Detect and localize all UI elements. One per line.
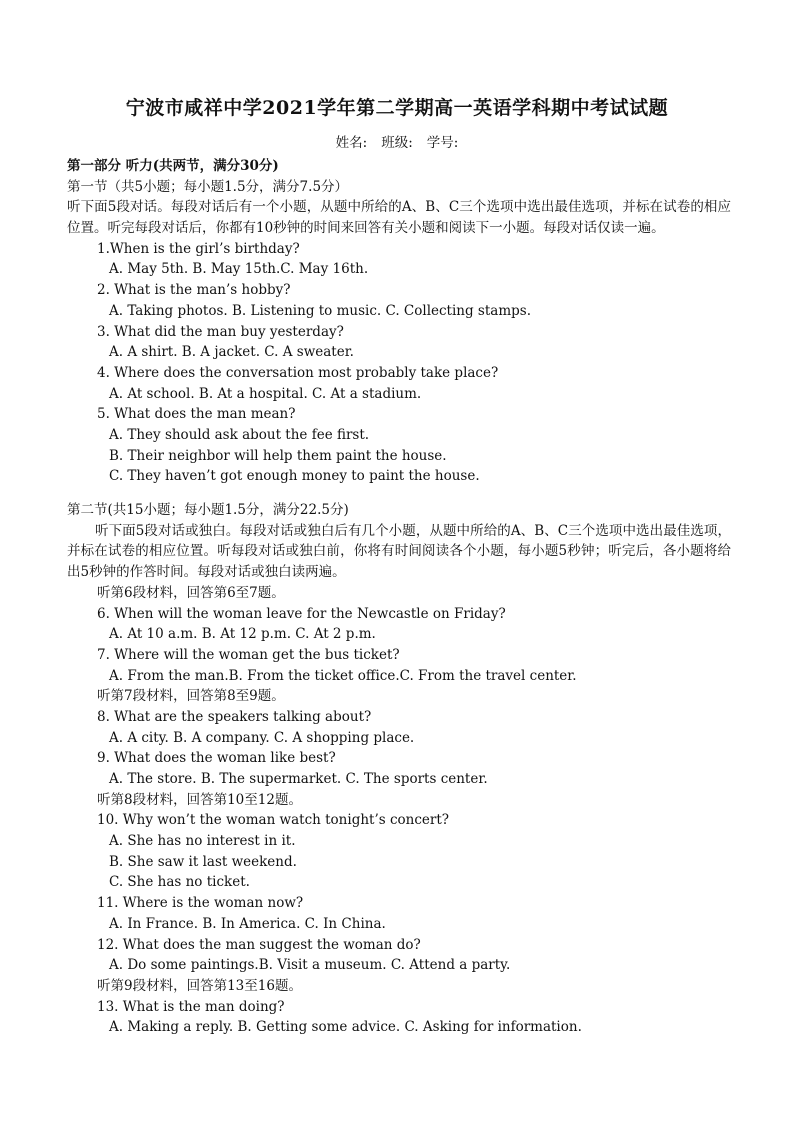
question-4-options: A. At school. B. At a hospital. C. At a stadium. xyxy=(109,385,422,402)
material-7-heading: 听第7段材料，回答第8至9题。 xyxy=(97,688,285,705)
section2-instructions: 听下面5段对话或独白。每段对话或独白后有几个小题，从题中所给的A、B、C三个选项中选出最佳选项，并标在试卷的相应位置。听每段对话或独白前，你将有时间阅读各个小题，每小题5秒钟；听完后，各小题将给出5秒钟的作答时间。每段对话或独白读两遍。 xyxy=(67,522,731,581)
section2-heading: 第二节(共15小题；每小题1.5分，满分22.5分) xyxy=(67,502,349,519)
question-10-option-b: B. She saw it last weekend. xyxy=(109,853,297,870)
question-8: 8. What are the speakers talking about? xyxy=(97,708,372,725)
question-5-option-b: B. Their neighbor will help them paint the house. xyxy=(109,447,447,464)
material-9-heading: 听第9段材料，回答第13至16题。 xyxy=(97,977,302,994)
question-2-options: A. Taking photos. B. Listening to music. C. Collecting stamps. xyxy=(109,302,531,319)
question-12-options: A. Do some paintings.B. Visit a museum. C. Attend a party. xyxy=(109,957,511,974)
question-10: 10. Why won’t the woman watch tonight’s concert? xyxy=(97,812,450,829)
section-gap xyxy=(67,487,731,500)
question-6: 6. When will the woman leave for the Newcastle on Friday? xyxy=(97,605,506,622)
question-11-options: A. In France. B. In America. C. In China. xyxy=(109,915,386,932)
student-info-line xyxy=(0,131,794,151)
name-label: 姓名: xyxy=(335,135,368,151)
question-5-option-a: A. They should ask about the fee first. xyxy=(109,426,370,443)
question-1: 1.When is the girl’s birthday? xyxy=(97,240,300,257)
question-10-option-c: C. She has no ticket. xyxy=(109,874,250,891)
question-7: 7. Where will the woman get the bus ticket? xyxy=(97,646,400,663)
question-9: 9. What does the woman like best? xyxy=(97,750,336,767)
student-number-label: 学号: xyxy=(426,135,459,151)
question-1-options: A. May 5th. B. May 15th.C. May 16th. xyxy=(109,261,369,278)
section1-heading: 第一节（共5小题；每小题1.5分，满分7.5分） xyxy=(67,178,349,195)
question-10-option-a: A. She has no interest in it. xyxy=(109,833,296,850)
question-5: 5. What does the man mean? xyxy=(97,406,296,423)
question-3: 3. What did the man buy yesterday? xyxy=(97,323,344,340)
question-12: 12. What does the man suggest the woman do? xyxy=(97,936,421,953)
question-6-options: A. At 10 a.m. B. At 12 p.m. C. At 2 p.m. xyxy=(109,626,376,643)
question-2: 2. What is the man’s hobby? xyxy=(97,282,291,299)
question-7-options: A. From the man.B. From the ticket office.C. From the travel center. xyxy=(109,667,577,684)
class-label: 班级: xyxy=(381,135,413,151)
exam-title: 宁波市咸祥中学2021学年第二学期高一英语学科期中考试试题 xyxy=(125,97,669,119)
question-9-options: A. The store. B. The supermarket. C. The sports center. xyxy=(109,771,488,788)
question-13-options: A. Making a reply. B. Getting some advice. C. Asking for information. xyxy=(109,1019,582,1036)
question-4: 4. Where does the conversation most probably take place? xyxy=(97,364,499,381)
material-8-heading: 听第8段材料，回答第10至12题。 xyxy=(97,791,302,808)
exam-content xyxy=(67,156,731,1038)
question-5-option-c: C. They haven’t got enough money to paint the house. xyxy=(109,468,480,485)
question-13: 13. What is the man doing? xyxy=(97,998,285,1015)
question-11: 11. Where is the woman now? xyxy=(97,895,304,912)
question-3-options: A. A shirt. B. A jacket. C. A sweater. xyxy=(109,344,354,361)
part1-heading: 第一部分 听力(共两节，满分30分) xyxy=(67,158,279,174)
question-8-options: A. A city. B. A company. C. A shopping place. xyxy=(109,729,415,746)
material-6-heading: 听第6段材料，回答第6至7题。 xyxy=(97,584,285,601)
section1-instructions: 听下面5段对话。每段对话后有一个小题，从题中所给的A、B、C三个选项中选出最佳选项，并标在试卷的相应位置。听完每段对话后，你都有10秒钟的时间来回答有关小题和阅读下一小题。每段对话仅读一遍。 xyxy=(67,199,731,237)
